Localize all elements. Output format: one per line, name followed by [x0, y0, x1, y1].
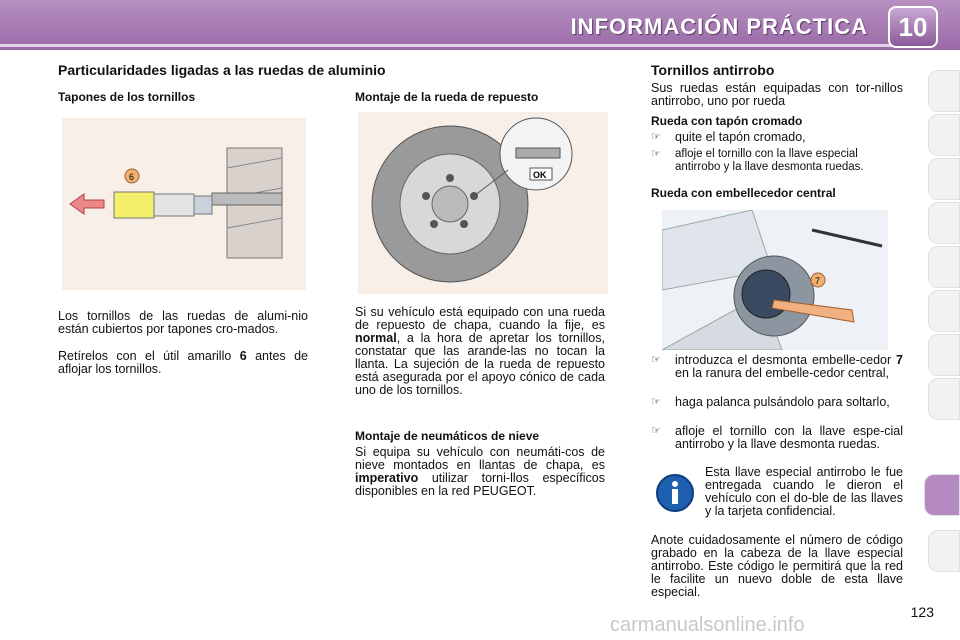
caps-instruction-tool-number: 6	[239, 349, 247, 363]
list-item	[651, 425, 903, 465]
side-tab[interactable]	[928, 246, 960, 288]
list-item-text: afloje el tornillo con la llave especial antirrobo y la llave desmonta ruedas.	[675, 148, 864, 173]
watermark: carmanualsonline.info	[610, 614, 805, 636]
side-tab[interactable]	[928, 158, 960, 200]
list-item-text: haga palanca pulsándolo para soltarlo,	[675, 395, 890, 409]
list-item-text	[675, 354, 903, 380]
item1-pre: introduzca el desmonta embelle-cedor	[675, 353, 897, 367]
side-tab[interactable]	[928, 202, 960, 244]
bullet-hand-icon: ☞	[651, 131, 661, 143]
section-title-aluminium: Particularidades ligadas a las ruedas de aluminio	[58, 62, 386, 78]
side-tab[interactable]	[928, 378, 960, 420]
side-tab[interactable]	[928, 530, 960, 572]
subtitle-hubcap: Rueda con embellecedor central	[651, 186, 836, 200]
spare-wheel-paragraph	[355, 306, 605, 397]
illustration-cap-removal	[62, 118, 306, 290]
list-item-text: quite el tapón cromado,	[675, 130, 806, 144]
bullet-hand-icon: ☞	[651, 148, 661, 160]
page-number: 123	[910, 604, 934, 620]
spare-wheel-post: , a la hora de apretar los tornillos, constatar que las arande-las no tocan la llanta. La sujeción de la rueda de repuesto está asegurada por el apoyo cónico de cada uno de los tornillos.	[355, 331, 605, 397]
snow-tyres-post: utilizar torni-llos específicos disponibles en la red PEUGEOT.	[355, 471, 605, 498]
header-stripe	[0, 44, 900, 47]
bullet-hand-icon: ☞	[651, 425, 661, 437]
caps-instruction	[58, 350, 308, 376]
subtitle-spare-wheel: Montaje de la rueda de repuesto	[355, 90, 539, 104]
bullet-hand-icon: ☞	[651, 396, 661, 408]
side-tab[interactable]	[928, 290, 960, 332]
chapter-badge: 10	[888, 6, 938, 48]
list-item	[651, 396, 903, 424]
bullet-hand-icon: ☞	[651, 354, 661, 366]
side-tabs	[926, 70, 960, 580]
snow-tyres-bold: imperativo	[355, 471, 419, 485]
item1-post: en la ranura del embelle-cedor central,	[675, 366, 890, 380]
side-tab[interactable]	[928, 334, 960, 376]
illustration-spare-wheel	[358, 112, 608, 294]
side-tab[interactable]	[928, 70, 960, 112]
item1-number: 7	[896, 353, 903, 367]
subtitle-caps: Tapones de los tornillos	[58, 90, 196, 104]
spare-wheel-pre: Si su vehículo está equipado con una rueda de repuesto de chapa, cuando la fije, es	[355, 305, 605, 332]
info-icon	[655, 473, 695, 513]
illustration-hubcap	[662, 210, 888, 350]
spare-wheel-bold: normal	[355, 331, 397, 345]
subtitle-chrome-cap: Rueda con tapón cromado	[651, 114, 803, 128]
subtitle-snow-tyres: Montaje de neumáticos de nieve	[355, 429, 540, 443]
antitheft-closing: Anote cuidadosamente el número de código grabado en la cabeza de la llave especial antirrobo. Este código le permitirá que la red le facilite un nuevo doble de esta llave especial.	[651, 533, 903, 599]
figure-label-ok: OK	[533, 170, 547, 180]
info-note: Esta llave especial antirrobo le fue entregada cuando le dieron el vehículo con el do-ble de las llaves y la tarjeta confidencial.	[705, 465, 903, 518]
snow-tyres-paragraph	[355, 446, 605, 498]
figure-label-6: 6	[129, 172, 135, 182]
side-tab[interactable]	[928, 114, 960, 156]
list-item	[651, 131, 903, 145]
list-item-text: afloje el tornillo con la llave espe-cial antirrobo y la llave desmonta ruedas.	[675, 424, 903, 451]
section-title-antitheft: Tornillos antirrobo	[651, 62, 775, 78]
header-title: INFORMACIÓN PRÁCTICA	[570, 14, 868, 39]
figure-label-7: 7	[815, 276, 821, 286]
list-item	[651, 354, 903, 394]
page-header	[0, 0, 960, 50]
antitheft-intro: Sus ruedas están equipadas con tor-nillos antirrobo, uno por rueda	[651, 81, 903, 108]
snow-tyres-pre: Si equipa su vehículo con neumáti-cos de nieve montados en llantas de chapa, es	[355, 445, 605, 472]
list-item	[651, 148, 903, 176]
side-tab-active[interactable]	[924, 474, 960, 516]
caps-instruction-post: antes de aflojar los tornillos.	[58, 349, 308, 376]
caps-paragraph: Los tornillos de las ruedas de alumi-nio están cubiertos por tapones cro-mados.	[58, 309, 308, 336]
caps-instruction-pre: Retírelos con el útil amarillo	[58, 349, 240, 363]
